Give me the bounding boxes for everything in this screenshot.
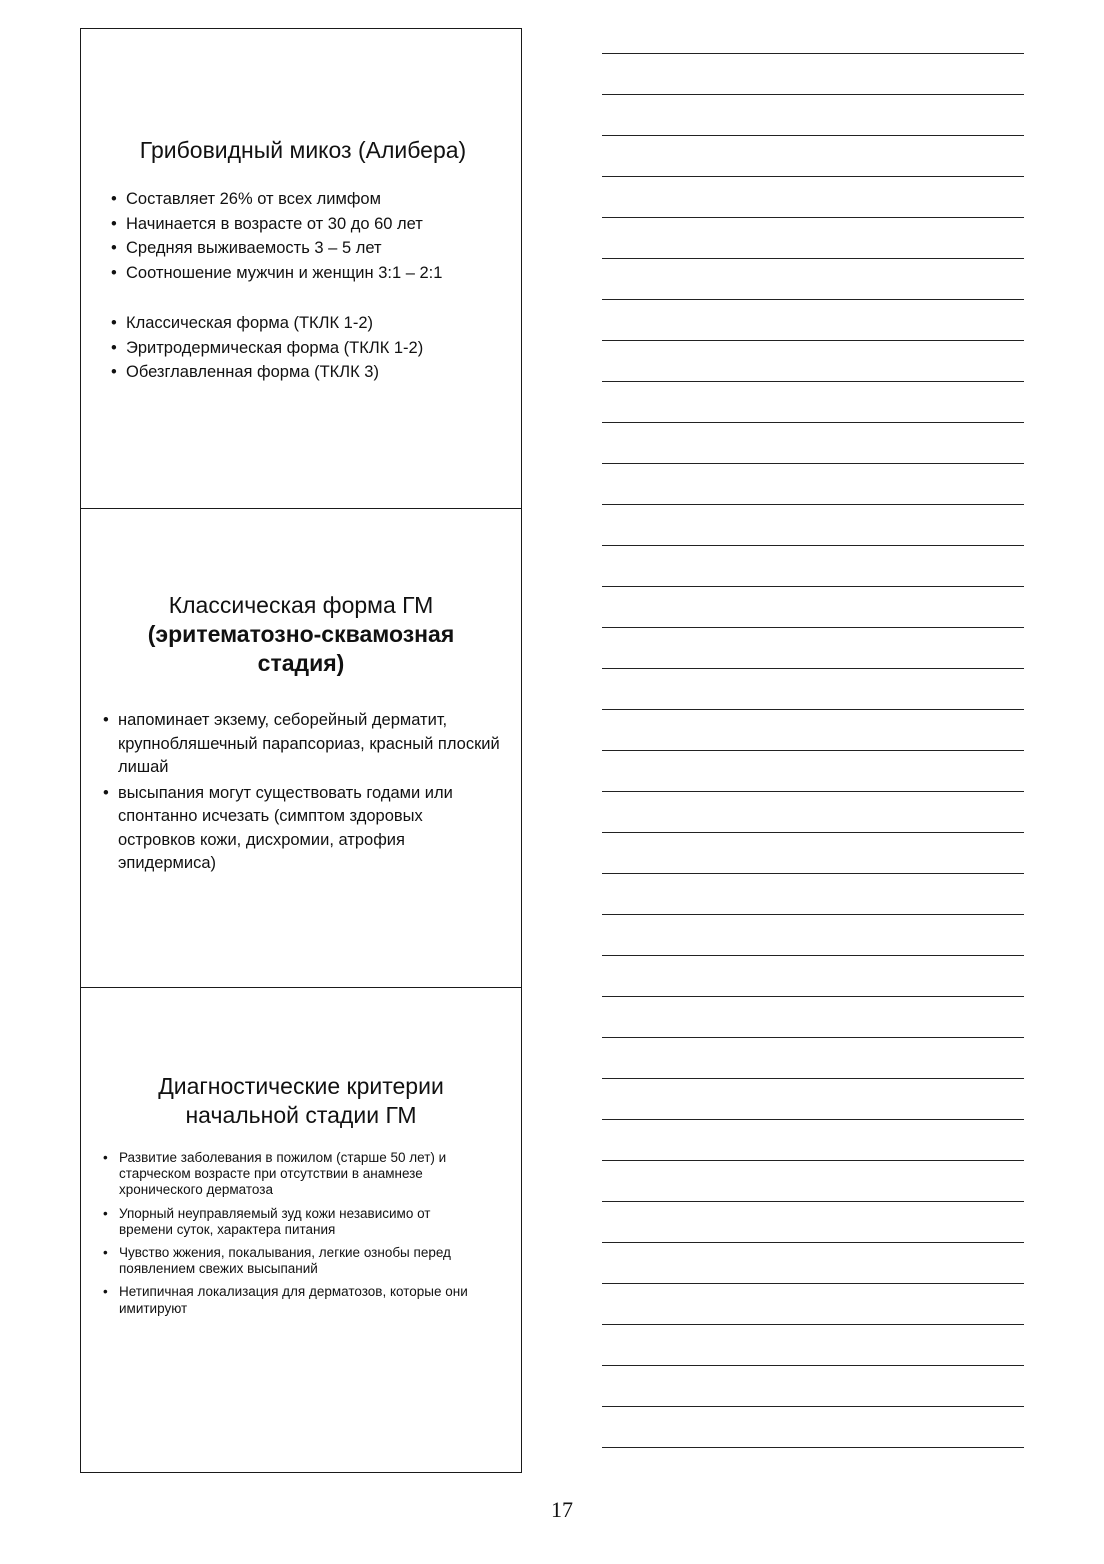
note-line (602, 1365, 1024, 1366)
slide-2-title (81, 591, 521, 678)
slide-1-bullets-group-2 (111, 311, 511, 385)
note-line (602, 1119, 1024, 1120)
note-line (602, 1160, 1024, 1161)
slide-3 (81, 987, 521, 1472)
note-line (602, 1201, 1024, 1202)
bullet-item: • высыпания могут существовать годами или спонтанно исчезать (симптом здоровых островков кожи, дисхромии, атрофия эпидермиса) (103, 782, 503, 876)
bullet-item: • Средняя выживаемость 3 – 5 лет (111, 236, 511, 261)
slide-1-bullets-group-1 (111, 187, 511, 286)
note-line (602, 791, 1024, 792)
note-line (602, 53, 1024, 54)
page-number: 17 (551, 1497, 573, 1522)
note-line (602, 258, 1024, 259)
note-line (602, 381, 1024, 382)
note-line (602, 176, 1024, 177)
bullet-item: • Составляет 26% от всех лимфом (111, 187, 511, 212)
note-line (602, 586, 1024, 587)
note-line (602, 504, 1024, 505)
slide-2-bullets (103, 709, 503, 878)
bullet-item: • Чувство жжения, покалывания, легкие ознобы перед появлением свежих высыпаний (103, 1245, 473, 1277)
bullet-item: • Упорный неуправляемый зуд кожи независимо от времени суток, характера питания (103, 1206, 473, 1238)
bullet-item: • Обезглавленная форма (ТКЛК 3) (111, 360, 511, 385)
note-line (602, 217, 1024, 218)
bullet-item: • напоминает экзему, себорейный дерматит, крупнобляшечный парапсориаз, красный плоский лишай (103, 709, 503, 780)
slide-2 (81, 508, 521, 987)
note-line (602, 996, 1024, 997)
note-line (602, 1324, 1024, 1325)
note-line (602, 135, 1024, 136)
note-line (602, 299, 1024, 300)
slide-1 (81, 29, 521, 508)
slide-1-title: Грибовидный микоз (Алибера) (139, 137, 467, 163)
bullet-item: • Нетипичная локализация для дерматозов, которые они имитируют (103, 1284, 473, 1316)
note-line (602, 627, 1024, 628)
note-line (602, 1037, 1024, 1038)
bullet-item: • Начинается в возрасте от 30 до 60 лет (111, 212, 511, 237)
slide-3-title (81, 1072, 521, 1130)
slides-column (80, 28, 522, 1473)
note-line (602, 545, 1024, 546)
bullet-item: • Эритродермическая форма (ТКЛК 1-2) (111, 336, 511, 361)
note-line (602, 750, 1024, 751)
note-line (602, 955, 1024, 956)
bullet-item: • Развитие заболевания в пожилом (старше 50 лет) и старческом возрасте при отсутствии в анамнезе хронического дерматоза (103, 1150, 473, 1199)
note-line (602, 340, 1024, 341)
bullet-item: • Соотношение мужчин и женщин 3:1 – 2:1 (111, 261, 511, 286)
note-line (602, 709, 1024, 710)
note-line (602, 832, 1024, 833)
notes-lines-area (602, 53, 1024, 1463)
slide-2-title-bold: (эритематозно-сквамозная стадия) (147, 621, 455, 676)
note-line (602, 1406, 1024, 1407)
note-line (602, 1078, 1024, 1079)
note-line (602, 1242, 1024, 1243)
bullet-item: • Классическая форма (ТКЛК 1-2) (111, 311, 511, 336)
note-line (602, 94, 1024, 95)
slide-3-title-line-2: начальной стадии ГМ (185, 1102, 417, 1128)
note-line (602, 873, 1024, 874)
slide-2-title-main: Классическая форма ГМ (168, 592, 434, 618)
note-line (602, 668, 1024, 669)
note-line (602, 914, 1024, 915)
note-line (602, 422, 1024, 423)
slide-3-bullets (103, 1150, 473, 1324)
note-line (602, 1283, 1024, 1284)
note-line (602, 1447, 1024, 1448)
note-line (602, 463, 1024, 464)
slide-3-title-line-1: Диагностические критерии (158, 1073, 444, 1099)
